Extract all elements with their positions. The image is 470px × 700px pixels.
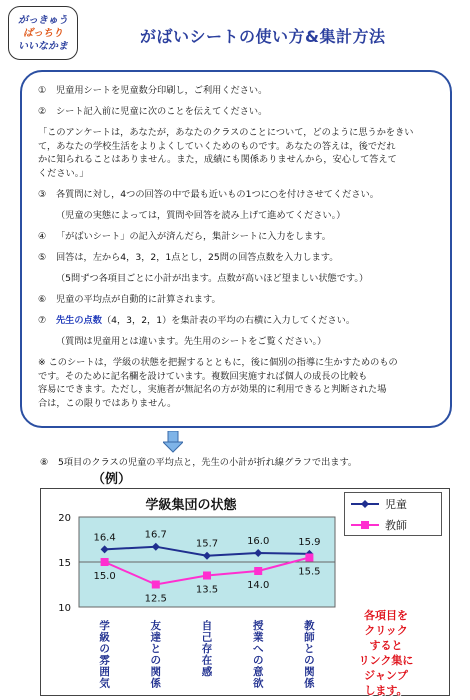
item-number: ⑧	[40, 457, 49, 468]
click-hint-note	[340, 608, 432, 698]
hint-line: リンク集に	[358, 654, 414, 667]
instruction-item-3-note: （児童の実態によっては，質問や回答を読み上げて進めてください。）	[56, 210, 346, 221]
hint-line: 各項目を	[364, 609, 408, 622]
x-tick-char: 気	[99, 677, 110, 690]
chart-legend	[344, 492, 442, 536]
instruction-item-1	[38, 84, 434, 98]
x-tick-char: の	[252, 654, 264, 667]
down-arrow-icon	[163, 431, 183, 453]
item-number: ⑥	[38, 294, 47, 305]
instruction-item-2	[38, 105, 434, 119]
note-line: ※ このシートは，学級の状態を把握するとともに，後に個別の指導に生かすためのもの	[38, 357, 398, 368]
quote-line: 「このアンケートは，あなたが，あなたのクラスのことについて，どのように思うかをきい	[38, 127, 414, 138]
hint-line: します。	[364, 684, 408, 697]
data-label: 16.7	[144, 529, 167, 541]
x-tick-label[interactable]	[202, 619, 213, 678]
item-number: ③	[38, 189, 47, 200]
summary-line	[40, 454, 357, 468]
x-tick-char: 学	[99, 620, 110, 632]
logo-line-2: ばっちり	[23, 27, 63, 39]
note-line: 容易にできます。ただし，実施者が無記名の方が効果的に利用できると判断された場	[38, 384, 387, 395]
data-label: 15.9	[298, 536, 321, 548]
student-message-quote	[38, 126, 434, 180]
item-text: 児童の平均点が自動的に計算されます。	[56, 294, 221, 305]
data-point	[101, 558, 109, 566]
item-text: 「がばいシート」の記入が済んだら，集計シートに入力をします。	[56, 231, 331, 242]
data-label: 15.7	[195, 538, 219, 550]
x-tick-char: 師	[304, 631, 315, 644]
x-tick-char: と	[150, 643, 162, 655]
legend-label: 児童	[385, 497, 407, 511]
x-tick-char: と	[304, 643, 315, 655]
x-axis-labels	[99, 619, 315, 690]
data-label: 15.0	[93, 571, 116, 582]
legend-marker-teacher	[351, 520, 379, 530]
x-tick-char: 係	[150, 677, 162, 690]
data-label: 15.5	[298, 566, 321, 578]
x-tick-char: 己	[201, 631, 213, 644]
instruction-item-7	[38, 314, 434, 328]
data-point	[152, 581, 160, 589]
quote-line: て，あなたの学校生活をよりよくしていくためのものです。あなたの答えは，後でだれ	[38, 140, 396, 152]
instruction-item-5-note: （5問ずつ各項目ごとに小計が出ます。点数が高いほど望ましい状態です。）	[56, 273, 369, 284]
item-text: シート記入前に児童に次のことを伝えてください。	[56, 106, 268, 117]
x-tick-label[interactable]	[303, 619, 315, 690]
logo-line-1: がっきゅう	[18, 14, 68, 26]
data-label: 12.5	[144, 593, 167, 605]
data-label: 14.0	[247, 580, 270, 591]
x-tick-char: へ	[252, 643, 264, 655]
y-tick-label: 15	[58, 558, 71, 569]
logo-line-3: いいなかま	[18, 40, 68, 52]
data-label: 13.5	[195, 584, 219, 596]
x-tick-char: 業	[252, 631, 264, 644]
y-tick-label: 10	[58, 603, 71, 614]
item-number: ⑤	[38, 252, 47, 263]
instructions-panel	[20, 70, 452, 428]
legend-label: 教師	[385, 518, 407, 532]
x-tick-char: 関	[150, 666, 162, 678]
instruction-item-6	[38, 293, 434, 307]
x-tick-label[interactable]	[150, 619, 162, 690]
x-tick-char: 教	[304, 620, 315, 632]
x-tick-char: の	[304, 654, 315, 667]
item-text: 回答は，左から4，3，2，1点とし，25問の回答点数を入力します。	[56, 252, 339, 263]
x-tick-label[interactable]	[99, 619, 110, 690]
item-text: （4，3，2，1）を集計表の平均の右横に入力してください。	[101, 315, 356, 326]
x-tick-char: 係	[304, 677, 315, 690]
x-tick-label[interactable]	[252, 619, 264, 690]
page-title: がばいシートの使い方&集計方法	[140, 27, 386, 46]
item-number: ①	[38, 85, 47, 96]
note-line: です。そのために記名欄を設けています。複数回実施すれば個人の成長の比較も	[38, 370, 368, 382]
item-text: 児童用シートを児童数分印刷し，ご利用ください。	[56, 85, 268, 96]
item-number: ②	[38, 106, 47, 117]
item-text: 5項目のクラスの児童の平均点と，先生の小計が折れ線グラフで出ます。	[58, 457, 358, 468]
data-point	[254, 567, 262, 575]
quote-line: ください。」	[38, 167, 89, 179]
x-tick-char: 存	[201, 643, 213, 655]
hint-line: クリック	[364, 624, 408, 637]
example-label: （例）	[92, 472, 132, 487]
data-point	[305, 554, 313, 562]
data-point	[203, 572, 211, 580]
hint-line: ジャンプ	[364, 669, 408, 682]
usage-note	[38, 356, 434, 410]
x-tick-char: 自	[201, 620, 213, 632]
x-tick-char: の	[150, 654, 162, 667]
x-tick-char: 授	[252, 620, 264, 632]
x-tick-char: の	[99, 643, 110, 655]
y-tick-label: 20	[58, 513, 71, 524]
instruction-item-5	[38, 251, 434, 265]
item-number: ④	[38, 231, 47, 242]
instruction-item-3	[38, 188, 434, 202]
item-text: 各質問に対し，4つの回答の中で最も近いもの1つに○を付けさせてください。	[56, 189, 379, 200]
x-tick-char: 友	[150, 620, 162, 632]
x-tick-char: 雰	[99, 654, 110, 667]
x-tick-char: 在	[201, 654, 213, 667]
quote-line: かに知られることはありません。また，成績にも関係ありませんから，安心して答えて	[38, 154, 397, 165]
x-tick-char: 感	[201, 666, 213, 678]
chart-title: 学級集団の状態	[145, 498, 237, 513]
x-tick-char: 関	[304, 666, 315, 678]
x-tick-char: 囲	[99, 666, 110, 678]
legend-item-students	[345, 493, 441, 514]
data-label: 16.0	[247, 536, 270, 547]
legend-marker-students	[351, 499, 379, 509]
x-tick-char: 達	[150, 631, 162, 644]
teacher-score-highlight: 先生の点数	[56, 315, 102, 326]
instruction-item-4	[38, 230, 434, 244]
x-tick-char: 欲	[252, 677, 264, 690]
data-label: 16.4	[93, 532, 116, 544]
logo	[8, 6, 78, 60]
legend-item-teacher	[345, 514, 441, 535]
note-line: 合は，この限りではありません。	[38, 397, 177, 409]
instruction-item-7-note: （質問は児童用とは違います。先生用のシートをご覧ください。）	[56, 336, 327, 347]
item-number: ⑦	[38, 315, 47, 326]
y-axis	[58, 513, 71, 614]
x-tick-char: 意	[252, 666, 264, 678]
x-tick-char: 級	[99, 631, 110, 644]
hint-line: すると	[369, 639, 403, 652]
